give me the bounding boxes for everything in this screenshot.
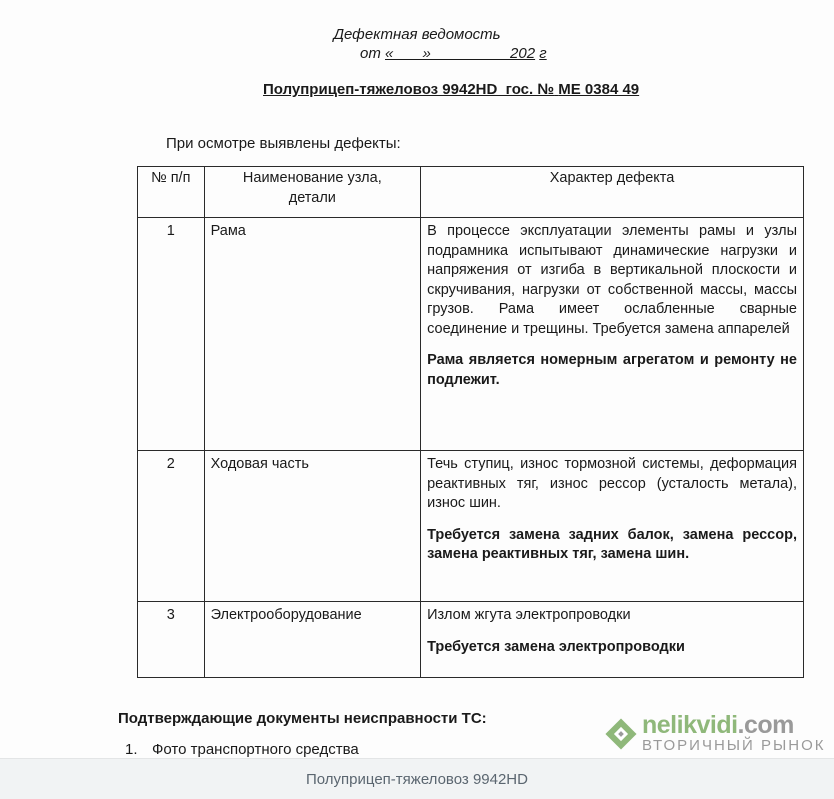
row-note: Рама является номерным агрегатом и ремонту не подлежит. [427,352,797,388]
document-title: Дефектная ведомость [333,26,501,43]
watermark-tagline: ВТОРИЧНЫЙ РЫНОК [642,737,826,754]
table-row [138,218,804,451]
watermark [604,713,826,754]
row-num: 3 [166,607,175,623]
table-header-row [138,167,804,218]
table-row [138,451,804,602]
row-desc: Течь ступиц, износ тормозной системы, деформация реактивных тяг, износ рессор (усталость метала), износ шин. Требуется замена задних балок, замена рессор, замена реактивных тяг, замена шин. [421,451,803,565]
document-date [360,45,547,62]
row-desc: Излом жгута электропроводки Требуется замена электропроводки [421,602,803,657]
watermark-brand: nelikvidi.com [642,711,794,739]
date-field: « » 202 [385,45,536,62]
row-num: 1 [166,223,175,239]
date-prefix: от [360,45,381,62]
header-name: Наименование узла, детали [204,167,421,218]
subject-plate: МЕ 0384 49 [558,81,640,98]
date-suffix: г [539,45,547,62]
row-name: Рама [210,223,246,239]
list-item-num: 1. [125,741,138,758]
diamond-logo-icon [604,717,638,751]
header-desc: Характер дефекта [421,167,804,218]
vehicle-subject [263,81,639,98]
image-caption: Полуприцеп-тяжеловоз 9942HD [306,770,528,788]
row-num: 2 [166,456,175,472]
row-desc: В процессе эксплуатации элементы рамы и узлы подрамника испытывают динамические нагрузки и напряжения от изгиба в вертикальной плоскости и скручивания, нагрузки от собственной массы, массы грузов. Рама имеет ослабленные сварные соединение и трещины. Требуется замена аппарелей Рама является номерным агрегатом и ремонту не подлежит. [421,218,803,390]
row-name: Ходовая часть [210,456,309,472]
row-note: Требуется замена электропроводки [427,638,685,655]
caption-bar [0,758,834,799]
list-item-text: Фото транспортного средства [152,741,359,758]
intro-text: При осмотре выявлены дефекты: [166,135,401,152]
supporting-docs-heading: Подтверждающие документы неисправности ТС: [118,710,487,727]
list-item [125,741,359,758]
row-name: Электрооборудование [210,607,362,623]
header-num: № п/п [138,167,205,218]
row-note: Требуется замена задних балок, замена рессор, замена реактивных тяг, замена шин. [427,526,797,562]
defects-table [137,166,804,678]
table-row [138,602,804,678]
subject-prefix: Полуприцеп-тяжеловоз 9942HD гос. № [263,81,555,98]
